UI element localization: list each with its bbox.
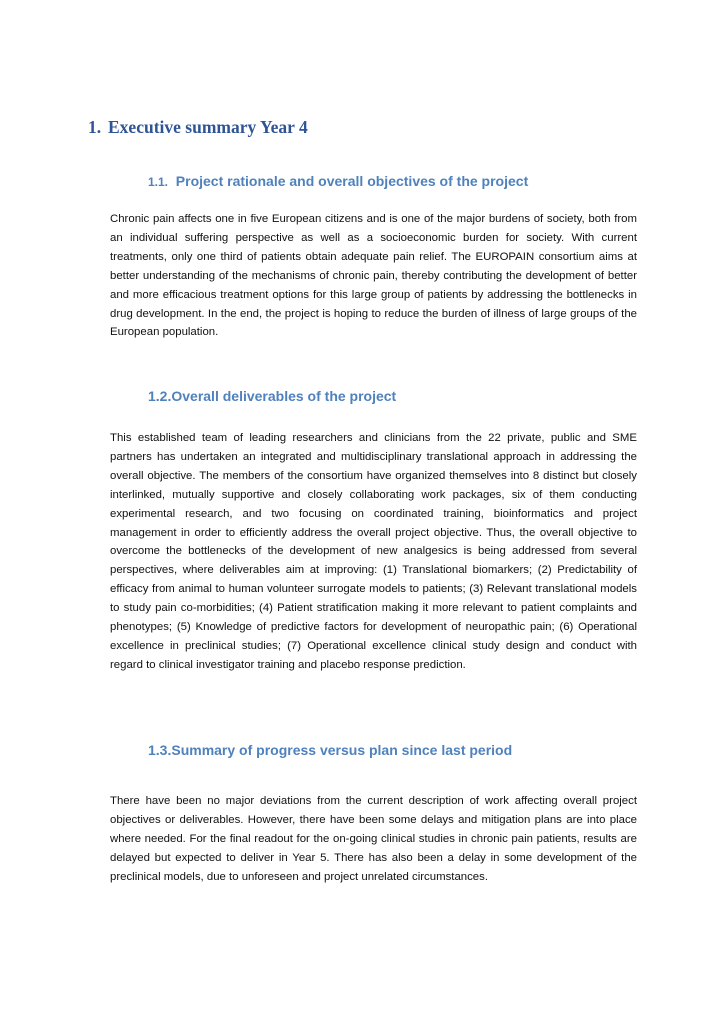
subsection-number: 1.1. <box>148 175 169 189</box>
subsection-heading-1-2 <box>148 386 668 406</box>
paragraph-rationale: Chronic pain affects one in five European citizens and is one of the major burdens of society, both from an individual suffering perspective as well as a socioeconomic burden for society. With current treatments, only one third of patients obtain adequate pain relief. The EUROPAIN consortium aims at better understanding of the mechanisms of chronic pain, thereby contributing the development of better and more efficacious treatment options for this large group of patients by addressing the bottlenecks in drug development. In the end, the project is hoping to reduce the burden of illness of large groups of the European population. <box>110 213 637 339</box>
subsection-number: 1.3. <box>148 742 172 758</box>
section-heading-1 <box>88 116 648 138</box>
subsection-title: Overall deliverables of the project <box>171 388 397 404</box>
subsection-title: Summary of progress versus plan since last period <box>171 742 513 758</box>
subsection-number: 1.2. <box>148 388 172 404</box>
subsection-heading-1-1 <box>148 171 668 192</box>
section-number: 1. <box>88 117 102 137</box>
subsection-title: Project rationale and overall objectives of the project <box>175 173 529 189</box>
subsection-heading-1-3 <box>148 740 668 760</box>
paragraph-progress: There have been no major deviations from the current description of work affecting overall project objectives or deliverables. However, there have been some delays and mitigation plans are into place where needed. For the final readout for the on-going clinical studies in chronic pain patients, results are delayed but expected to deliver in Year 5. There has also been a delay in some development of the preclinical models, due to unforeseen and project unrelated circumstances. <box>110 795 637 883</box>
section-title: Executive summary Year 4 <box>108 117 308 137</box>
paragraph-deliverables: This established team of leading researchers and clinicians from the 22 private, public and SME partners has undertaken an integrated and multidisciplinary translational approach in addressing the overall objective. The members of the consortium have organized themselves into 8 distinct but closely interlinked, mutually supportive and closely collaborating work packages, six of them conducting experimental research, and two focusing on coordinated training, bioinformatics and project management in order to efficiently address the overall project objective. Thus, the overall objective to overcome the bottlenecks of the development of new analgesics is being addressed from several perspectives, where deliverables aim at improving: (1) Translational biomarkers; (2) Predictability of efficacy from animal to human volunteer surrogate models to patients; (3) Relevant translational models to study pain co-morbidities; (4) Patient stratification making it more relevant to patient complaints and phenotypes; (5) Knowledge of predictive factors for development of neuropathic pain; (6) Operational excellence in preclinical studies; (7) Operational excellence clinical study design and conduct with regard to clinical investigator training and placebo response prediction. <box>110 432 637 671</box>
